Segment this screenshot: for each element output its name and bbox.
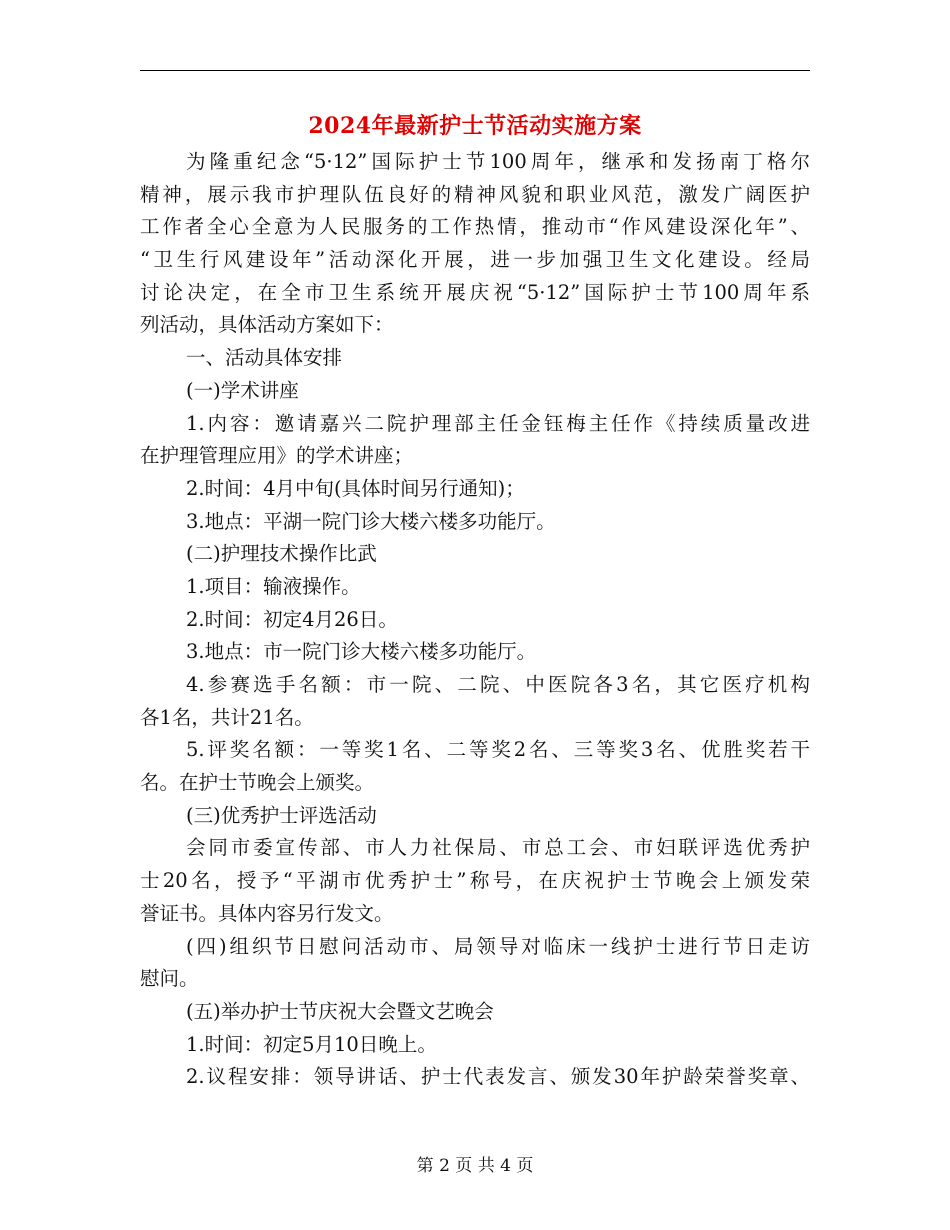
- paragraph-line: 为隆重纪念“5·12”国际护士节100周年，继承和发扬南丁格尔: [186, 150, 810, 173]
- paragraph-line: 慰问。: [140, 967, 199, 991]
- header-rule: [140, 70, 810, 71]
- paragraph-line: 工作者全心全意为人民服务的工作热情，推动市“作风建设深化年”、: [140, 215, 810, 239]
- section-heading: 一、活动具体安排: [186, 346, 343, 370]
- document-title: 2024年最新护士节活动实施方案: [308, 113, 642, 139]
- paragraph-line: 3.地点：市一院门诊大楼六楼多功能厅。: [186, 640, 537, 664]
- subsection-heading: (二)护理技术操作比武: [186, 542, 377, 566]
- paragraph-line: 各1名，共计21名。: [140, 705, 314, 729]
- paragraph-line: 1.内容：邀请嘉兴二院护理部主任金钰梅主任作《持续质量改进: [186, 411, 810, 435]
- paragraph-line: 3.地点：平湖一院门诊大楼六楼多功能厅。: [186, 509, 556, 533]
- paragraph-line: 5.评奖名额：一等奖1名、二等奖2名、三等奖3名、优胜奖若干: [186, 738, 810, 762]
- subsection-heading: (三)优秀护士评选活动: [186, 803, 377, 827]
- paragraph-line: 1.项目：输液操作。: [186, 574, 361, 598]
- paragraph-line: 讨论决定，在全市卫生系统开展庆祝“5·12”国际护士节100周年系: [140, 280, 810, 304]
- paragraph-line: 4.参赛选手名额：市一院、二院、中医院各3名，其它医疗机构: [186, 673, 810, 696]
- document-body: [140, 146, 810, 1094]
- subsection-heading: (四)组织节日慰问活动市、局领导对临床一线护士进行节日走访: [186, 934, 810, 958]
- paragraph-line: 2.议程安排：领导讲话、护士代表发言、颁发30年护龄荣誉奖章、: [186, 1065, 810, 1089]
- paragraph-line: 2.时间：4月中旬(具体时间另行通知)；: [186, 476, 525, 500]
- subsection-heading: (五)举办护士节庆祝大会暨文艺晚会: [186, 999, 494, 1023]
- page-number-footer: 第 2 页 共 4 页: [416, 1156, 534, 1176]
- paragraph-line: 1.时间：初定5月10日晚上。: [186, 1032, 437, 1056]
- paragraph-line: 列活动，具体活动方案如下：: [140, 313, 394, 337]
- paragraph-line: 会同市委宣传部、市人力社保局、市总工会、市妇联评选优秀护: [186, 836, 810, 860]
- paragraph-line: 2.时间：初定4月26日。: [186, 607, 398, 631]
- paragraph-line: 士20名，授予“平湖市优秀护士”称号，在庆祝护士节晚会上颁发荣: [140, 869, 810, 893]
- paragraph-line: 名。在护士节晚会上颁奖。: [140, 771, 375, 795]
- paragraph-line: 在护理管理应用》的学术讲座；: [140, 444, 414, 468]
- subsection-heading: (一)学术讲座: [186, 378, 299, 402]
- paragraph-line: 誉证书。具体内容另行发文。: [140, 901, 394, 925]
- paragraph-line: “卫生行风建设年”活动深化开展，进一步加强卫生文化建设。经局: [140, 248, 810, 272]
- paragraph-line: 精神，展示我市护理队伍良好的精神风貌和职业风范，激发广阔医护: [140, 182, 810, 206]
